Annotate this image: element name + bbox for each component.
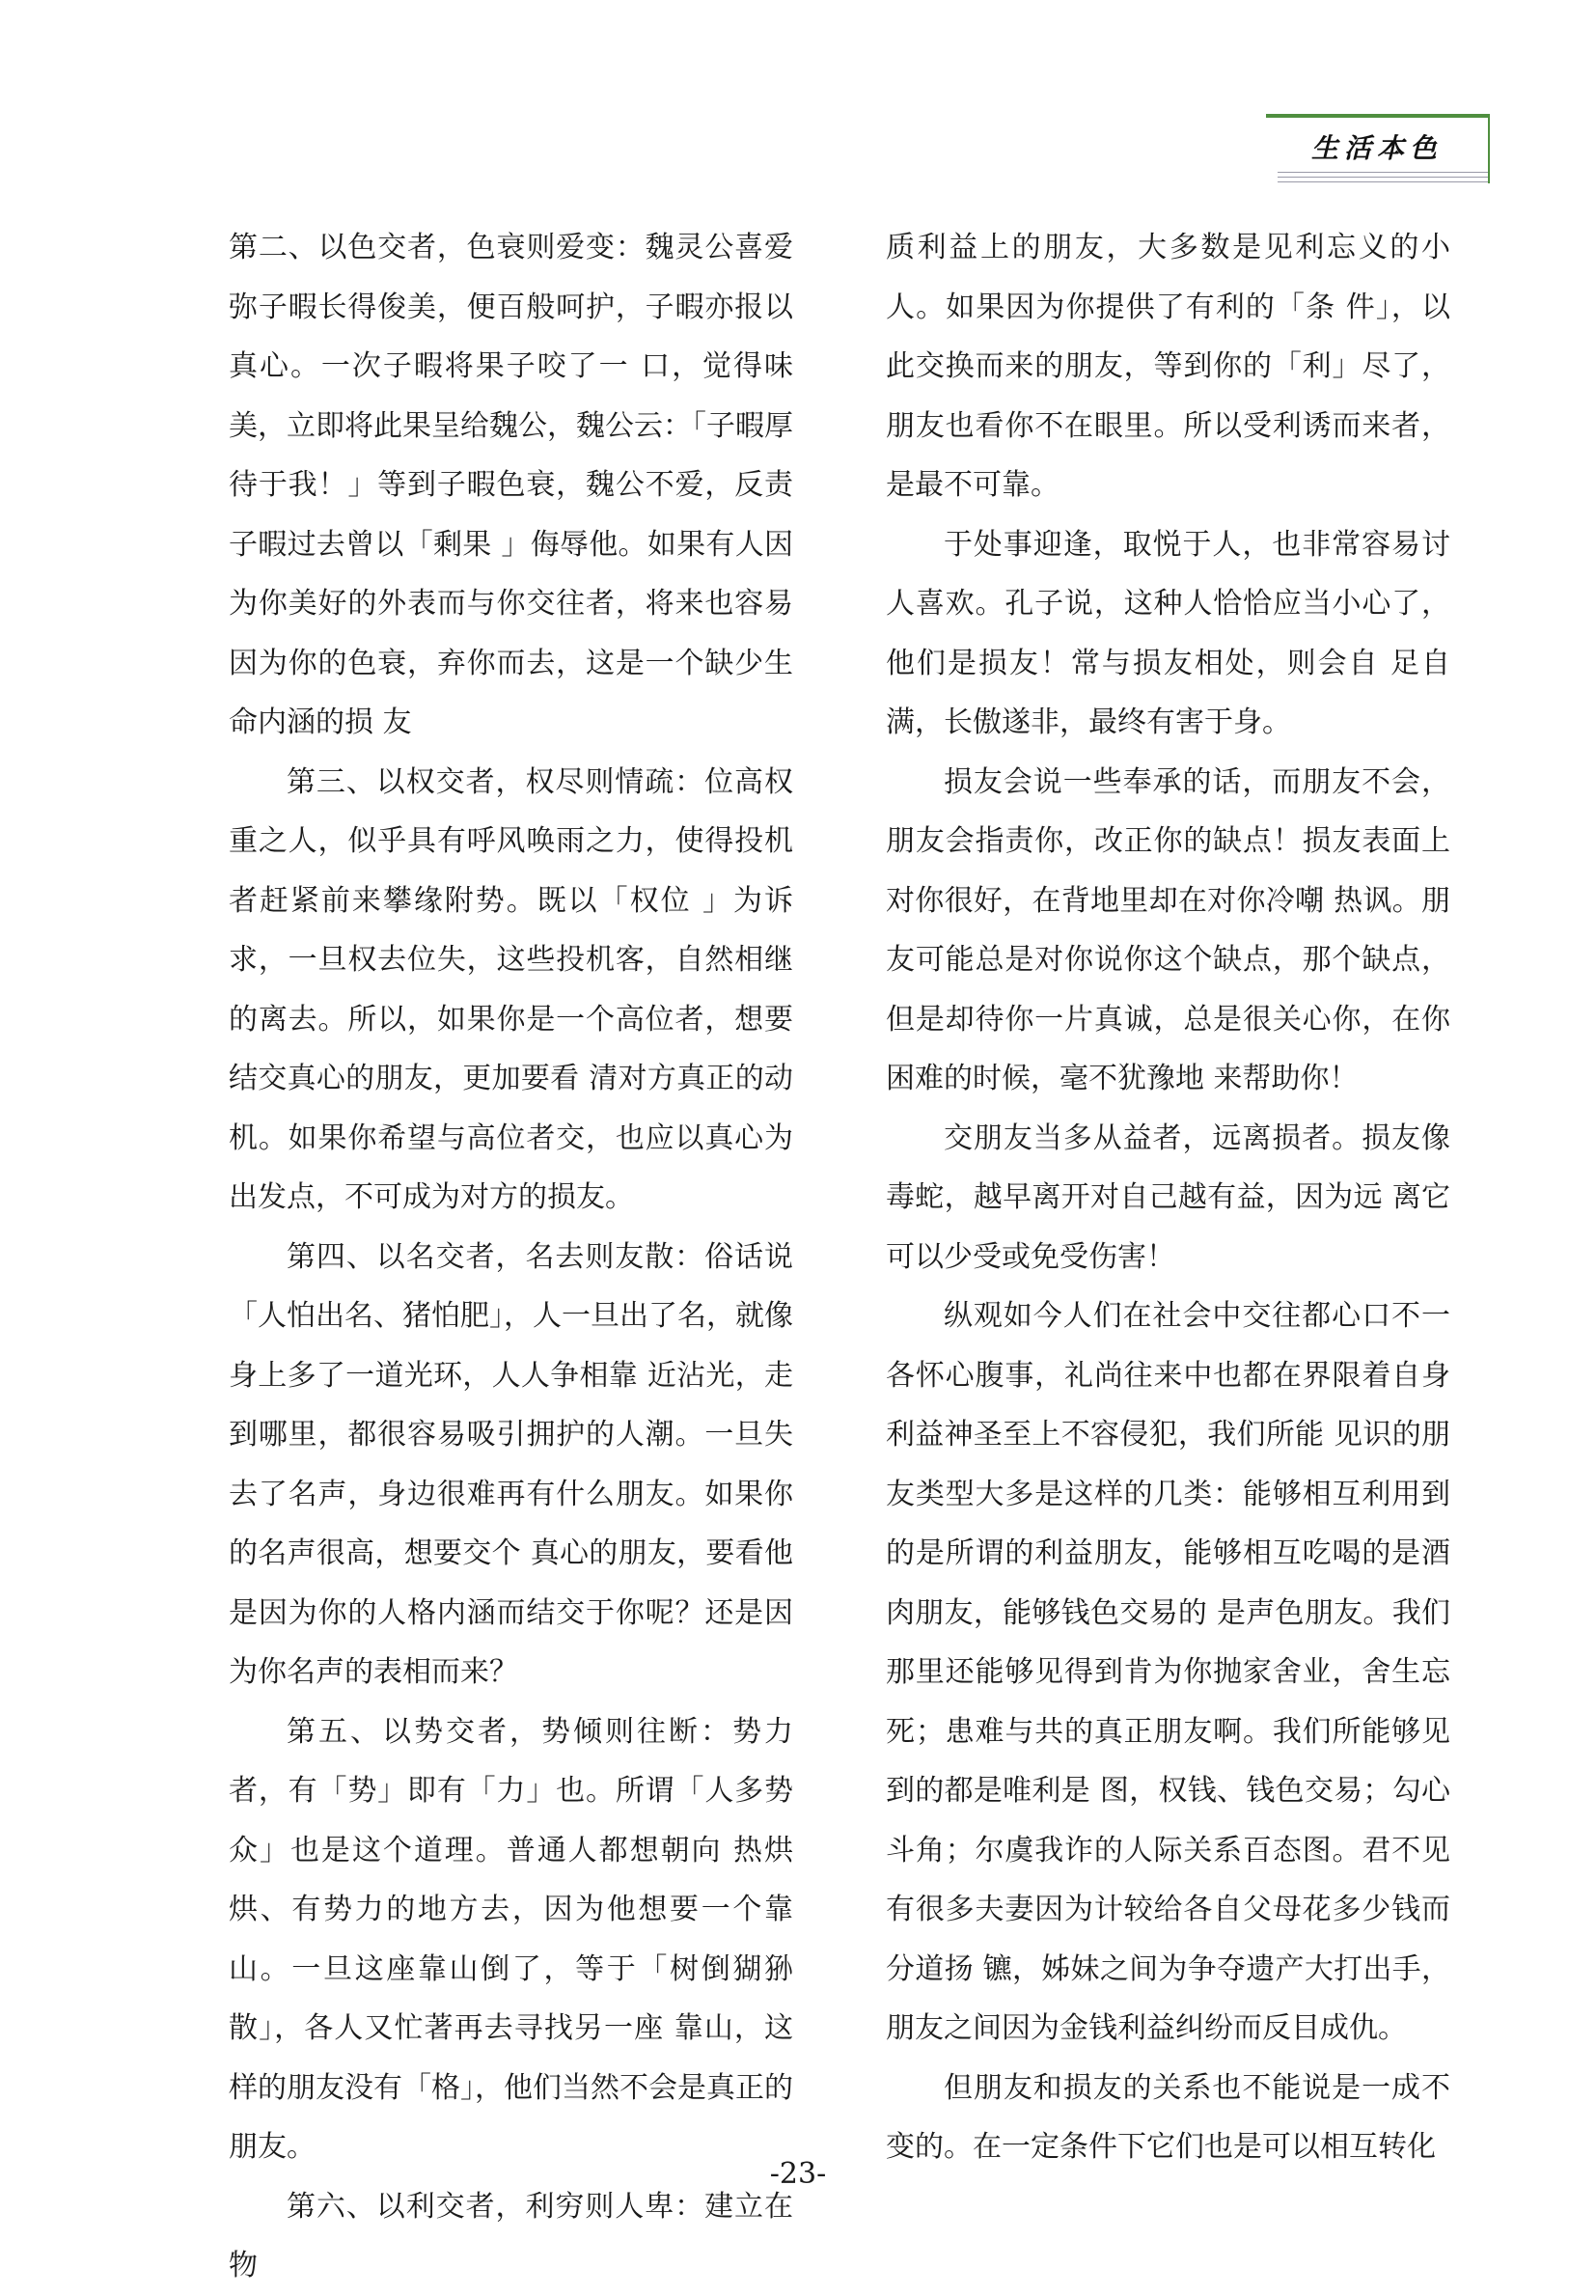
section-title: 生活本色 [1310,132,1443,164]
paragraph: 交朋友当多从益者，远离损者。损友像毒蛇，越早离开对自己越有益，因为远 离它可以少受或免受伤害！ [886,1120,1450,1274]
section-header [1266,114,1490,183]
paragraph: 第四、以名交者，名去则友散：俗话说「人怕出名、猪怕肥」，人一旦出了名，就像身上多了一道光环，人人争相靠 近沾光，走到哪里，都很容易吸引拥护的人潮。一旦失去了名声，身边很难再有什么朋友。如果你的名声很高，想要交个 真心的朋友，要看他是因为你的人格内涵而结交于你呢？还是因为你名声的表相而来？ [229,1239,793,1689]
paragraph: 质利益上的朋友，大多数是见利忘义的小人。如果因为你提供了有利的「条 件」，以此交换而来的朋友，等到你的「利」尽了，朋友也看你不在眼里。所以受利诱而来者，是最不可靠。 [886,231,1450,502]
paragraph: 第六、以利交者，利穷则人卑：建立在物 [229,2189,793,2282]
left-column [229,218,793,2296]
paragraph: 第五、以势交者，势倾则往断：势力者，有「势」即有「力」也。所谓「人多势众」也是这个道理。普通人都想朝向 热烘烘、有势力的地方去，因为他想要一个靠山。一旦这座靠山倒了，等于「树倒猢狲散」，各人又忙著再去寻找另一座 靠山，这样的朋友没有「格」，他们当然不会是真正的朋友。 [229,1714,793,2164]
paragraph: 损友会说一些奉承的话，而朋友不会，朋友会指责你，改正你的缺点！损友表面上对你很好，在背地里却在对你冷嘲 热讽。朋友可能总是对你说你这个缺点，那个缺点，但是却待你一片真诚，总是很关心你，在你困难的时候，毫不犹豫地 来帮助你！ [886,764,1450,1095]
header-rule [1278,177,1488,178]
page-number: -23- [769,2157,827,2191]
paragraph: 第二、以色交者，色衰则爱变：魏灵公喜爱弥子暇长得俊美，便百般呵护，子暇亦报以真心。一次子暇将果子咬了一 口，觉得味美，立即将此果呈给魏公，魏公云：「子暇厚待于我！」等到子暇色衰，魏公不爱，反责子暇过去曾以「剩果 」侮辱他。如果有人因为你美好的外表而与你交往者，将来也容易因为你的色衰，弃你而去，这是一个缺少生命内涵的损 友 [229,231,793,739]
header-rule [1278,172,1488,173]
paragraph: 但朋友和损友的关系也不能说是一成不变的。在一定条件下它们也是可以相互转化 [886,2070,1450,2164]
right-column [886,218,1450,2177]
header-rule [1278,181,1488,182]
paragraph: 纵观如今人们在社会中交往都心口不一各怀心腹事，礼尚往来中也都在界限着自身利益神圣至上不容侵犯，我们所能 见识的朋友类型大多是这样的几类：能够相互利用到的是所谓的利益朋友，能够相互吃喝的是酒肉朋友，能够钱色交易的 是声色朋友。我们那里还能够见得到肯为你抛家舍业，舍生忘死；患难与共的真正朋友啊。我们所能够见到的都是唯利是 图，权钱、钱色交易；勾心斗角；尔虞我诈的人际关系百态图。君不见有很多夫妻因为计较给各自父母花多少钱而分道扬 镳，姊妹之间为争夺遗产大打出手，朋友之间因为金钱利益纠纷而反目成仇。 [886,1299,1450,2045]
paragraph: 于处事迎逢，取悦于人，也非常容易讨人喜欢。孔子说，这种人恰恰应当小心了，他们是损友！常与损友相处，则会自 足自满，长傲遂非，最终有害于身。 [886,527,1450,739]
paragraph: 第三、以权交者，权尽则情疏：位高权重之人，似乎具有呼风唤雨之力，使得投机者赶紧前来攀缘附势。既以「权位 」为诉求，一旦权去位失，这些投机客，自然相继的离去。所以，如果你是一个高位者，想要结交真心的朋友，更加要看 清对方真正的动机。如果你希望与高位者交，也应以真心为出发点，不可成为对方的损友。 [229,764,793,1214]
